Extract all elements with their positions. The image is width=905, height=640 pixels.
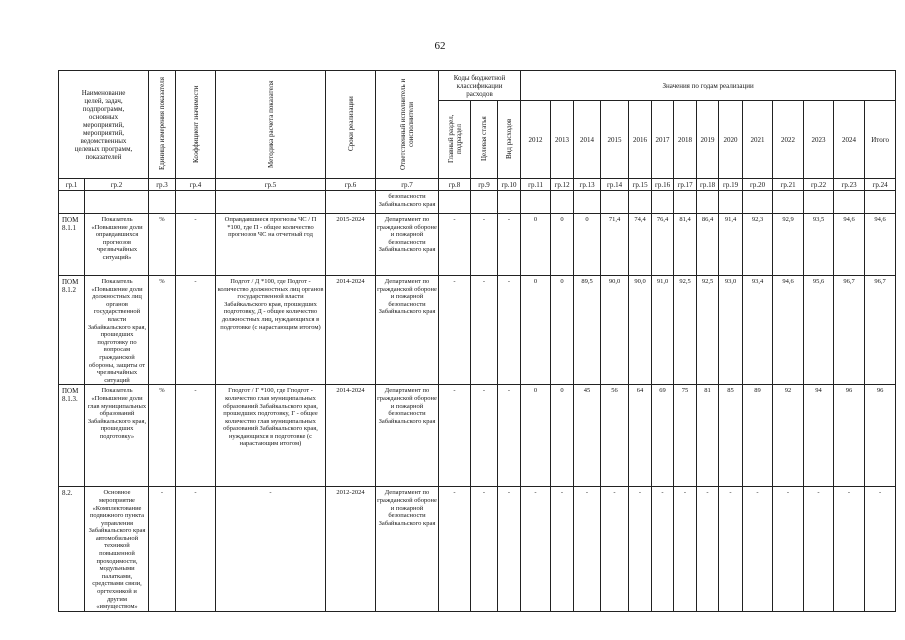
value-2015 [601,191,629,214]
column-number: гр.9 [471,179,498,191]
kbk-article-cell [471,191,498,214]
value-2023 [804,191,834,214]
responsible-executor-cell: Департамент по гражданской обороне и пожарной безопасности Забайкальского края [376,385,439,487]
kbk-section-cell: - [439,276,471,385]
value-2012: - [521,487,551,612]
method-cell: Гподгот / Г *100, где Гподгот - количество глав муниципальных образований Забайкальского края, прошедших подготовку, Г - общее количество глав муниципальных образований Забайкальского края, нуждающихся в подготовке (с нарастающим итогом) [216,385,326,487]
kbk-expense-type-cell: - [498,385,521,487]
year-header-2020: 2020 [719,101,743,179]
value-2020: 91,4 [719,214,743,276]
header-row-top [59,71,896,101]
column-number: гр.8 [439,179,471,191]
year-header-2014: 2014 [574,101,601,179]
header-budget-codes: Коды бюджетной классификации расходов [439,71,521,101]
value-total: - [865,487,896,612]
kbk-article-cell: - [471,276,498,385]
period-cell: 2015-2024 [326,214,376,276]
period-cell: 2012-2024 [326,487,376,612]
header-kbk-expense-type-text: Вид расходов [505,118,513,159]
column-number: гр.14 [601,179,629,191]
row-code: 8.2. [59,487,85,612]
value-2018: 75 [674,385,697,487]
unit-cell: - [149,487,176,612]
header-kbk-section-text: Главный раздел, подраздел [446,114,463,163]
header-kbk-article [471,101,498,179]
header-coefficient-text: Коэффициент значимости [191,84,200,163]
value-2015: 56 [601,385,629,487]
value-2017: 69 [652,385,674,487]
method-cell: Оправдавшиеся прогнозы ЧС / П *100, где П - общее количество прогнозов ЧС на отчетный год [216,214,326,276]
column-number: гр.3 [149,179,176,191]
value-2022: 92 [773,385,804,487]
column-number: гр.11 [521,179,551,191]
header-unit-text: Единица измерения показателя [158,77,166,170]
value-2021: 92,3 [743,214,773,276]
indicator-name: Основное мероприятие «Комплектование подвижного пункта управления Забайкальского края автомобильной техникой повышенной проходимости, модульными палатками, средствами связи, оргтехникой и другим «имуществом» [85,487,149,612]
unit-cell: % [149,214,176,276]
value-2020: - [719,487,743,612]
method-cell: Подгот / Д *100, где Подгот - количество должностных лиц органов государственной власти Забайкальского края, прошедших подготовку, Д - общее количество должностных лиц, нуждающихся в подготовке (с нарастающим итогом) [216,276,326,385]
indicator-name: Показатель «Повышение доли оправдавшихся прогнозов чрезвычайных ситуаций» [85,214,149,276]
value-2024: 94,6 [834,214,865,276]
header-period-text: Сроки реализации [346,96,355,151]
value-2015: - [601,487,629,612]
value-2017: - [652,487,674,612]
kbk-section-cell: - [439,487,471,612]
header-kbk-expense-type [498,101,521,179]
year-header-2012: 2012 [521,101,551,179]
page-number: 62 [434,40,446,52]
column-number: гр.17 [674,179,697,191]
kbk-article-cell: - [471,385,498,487]
value-2014: 89,5 [574,276,601,385]
year-header-2015: 2015 [601,101,629,179]
value-2018: 81,4 [674,214,697,276]
row-code: ПОМ 8.1.3. [59,385,85,487]
year-header-2021: 2021 [743,101,773,179]
value-2021: 89 [743,385,773,487]
value-2020: 93,0 [719,276,743,385]
column-number: гр.13 [574,179,601,191]
table-header [59,71,896,191]
header-period [326,71,376,179]
value-2024: - [834,487,865,612]
value-2016 [629,191,652,214]
value-2014: 0 [574,214,601,276]
column-number: гр.22 [804,179,834,191]
value-2013: 0 [551,385,574,487]
kbk-expense-type-cell: - [498,487,521,612]
column-number: гр.15 [629,179,652,191]
value-2013: 0 [551,276,574,385]
column-number-row [59,179,896,191]
responsible-executor-cell: Департамент по гражданской обороне и пожарной безопасности Забайкальского края [376,214,439,276]
value-2023: - [804,487,834,612]
year-header-2017: 2017 [652,101,674,179]
column-number: гр.6 [326,179,376,191]
kbk-article-cell: - [471,487,498,612]
column-number: гр.12 [551,179,574,191]
column-number: гр.7 [376,179,439,191]
header-kbk-article-text: Целевая статья [480,116,488,161]
column-number: гр.2 [85,179,149,191]
coefficient-cell: - [176,385,216,487]
value-total: 96 [865,385,896,487]
value-2021 [743,191,773,214]
responsible-executor-cell: Департамент по гражданской обороне и пожарной безопасности Забайкальского края [376,487,439,612]
table-row [59,214,896,276]
value-2017: 76,4 [652,214,674,276]
year-header-total: Итого [865,101,896,179]
year-header-2024: 2024 [834,101,865,179]
value-2015: 71,4 [601,214,629,276]
value-2022: 92,9 [773,214,804,276]
value-2012: 0 [521,276,551,385]
value-2014: - [574,487,601,612]
value-2016: 64 [629,385,652,487]
value-2024 [834,191,865,214]
kbk-expense-type-cell: - [498,214,521,276]
kbk-section-cell: - [439,214,471,276]
value-2013 [551,191,574,214]
row-code [59,191,85,214]
value-2014 [574,191,601,214]
header-responsible-text: Ответственный исполнитель и соисполнители [399,77,415,170]
period-cell: 2014-2024 [326,276,376,385]
period-cell: 2014-2024 [326,385,376,487]
value-2019: 86,4 [697,214,719,276]
value-2015: 90,0 [601,276,629,385]
value-total [865,191,896,214]
value-2023: 94 [804,385,834,487]
value-2013: 0 [551,214,574,276]
value-2016: - [629,487,652,612]
coefficient-cell: - [176,214,216,276]
coefficient-cell: - [176,487,216,612]
value-2021: 93,4 [743,276,773,385]
value-2022: - [773,487,804,612]
indicators-table [58,70,896,612]
value-2022: 94,6 [773,276,804,385]
header-kbk-section [439,101,471,179]
value-total: 96,7 [865,276,896,385]
kbk-expense-type-cell [498,191,521,214]
table-body [59,191,896,612]
table-row [59,276,896,385]
value-2021: - [743,487,773,612]
value-2019: - [697,487,719,612]
header-method [216,71,326,179]
value-2012 [521,191,551,214]
responsible-executor-cell: Департамент по гражданской обороне и пожарной безопасности Забайкальского края [376,276,439,385]
year-header-2019: 2019 [697,101,719,179]
coefficient-cell: - [176,276,216,385]
value-2019: 81 [697,385,719,487]
table-row [59,487,896,612]
method-cell: - [216,487,326,612]
unit-cell: % [149,276,176,385]
indicator-name: Показатель «Повышение доли должностных лиц органов государственной власти Забайкальского края, прошедших подготовку по вопросам гражданской обороны, защиты от чрезвычайных ситуаций [85,276,149,385]
value-2012: 0 [521,214,551,276]
value-2024: 96,7 [834,276,865,385]
table-row [59,191,896,214]
value-2018: 92,5 [674,276,697,385]
value-2022 [773,191,804,214]
header-values-by-year: Значения по годам реализации [521,71,896,101]
column-number: гр.5 [216,179,326,191]
row-code: ПОМ 8.1.2 [59,276,85,385]
value-2024: 96 [834,385,865,487]
header-responsible [376,71,439,179]
value-2012: 0 [521,385,551,487]
kbk-expense-type-cell: - [498,276,521,385]
value-2020: 85 [719,385,743,487]
year-header-2016: 2016 [629,101,652,179]
column-number: гр.4 [176,179,216,191]
value-2013: - [551,487,574,612]
year-header-2023: 2023 [804,101,834,179]
year-header-2018: 2018 [674,101,697,179]
indicator-name: Показатель «Повышение доли глав муниципальных образований Забайкальского края, прошедших подготовку» [85,385,149,487]
value-2023: 93,5 [804,214,834,276]
value-2018 [674,191,697,214]
value-2019 [697,191,719,214]
responsible-executor-cell: безопасности Забайкальского края [376,191,439,214]
value-2020 [719,191,743,214]
column-number: гр.20 [743,179,773,191]
kbk-article-cell: - [471,214,498,276]
value-2019: 92,5 [697,276,719,385]
value-2017 [652,191,674,214]
method-cell [216,191,326,214]
column-number: гр.21 [773,179,804,191]
unit-cell: % [149,385,176,487]
value-2017: 91,0 [652,276,674,385]
value-2023: 95,6 [804,276,834,385]
value-2016: 90,0 [629,276,652,385]
kbk-section-cell: - [439,385,471,487]
header-coefficient [176,71,216,179]
indicator-name [85,191,149,214]
year-header-2022: 2022 [773,101,804,179]
period-cell [326,191,376,214]
header-unit [149,71,176,179]
value-2018: - [674,487,697,612]
table-row [59,385,896,487]
column-number: гр.23 [834,179,865,191]
kbk-section-cell [439,191,471,214]
header-name: Наименование целей, задач, подпрограмм, основных мероприятий, мероприятий, ведомственных целевых программ, показателей [59,71,149,179]
coefficient-cell [176,191,216,214]
value-2014: 45 [574,385,601,487]
column-number: гр.18 [697,179,719,191]
column-number: гр.16 [652,179,674,191]
column-number: гр.1 [59,179,85,191]
header-method-text: Методика расчета показателя [266,79,275,168]
column-number: гр.10 [498,179,521,191]
value-total: 94,6 [865,214,896,276]
unit-cell [149,191,176,214]
column-number: гр.24 [865,179,896,191]
column-number: гр.19 [719,179,743,191]
year-header-2013: 2013 [551,101,574,179]
row-code: ПОМ 8.1.1 [59,214,85,276]
value-2016: 74,4 [629,214,652,276]
